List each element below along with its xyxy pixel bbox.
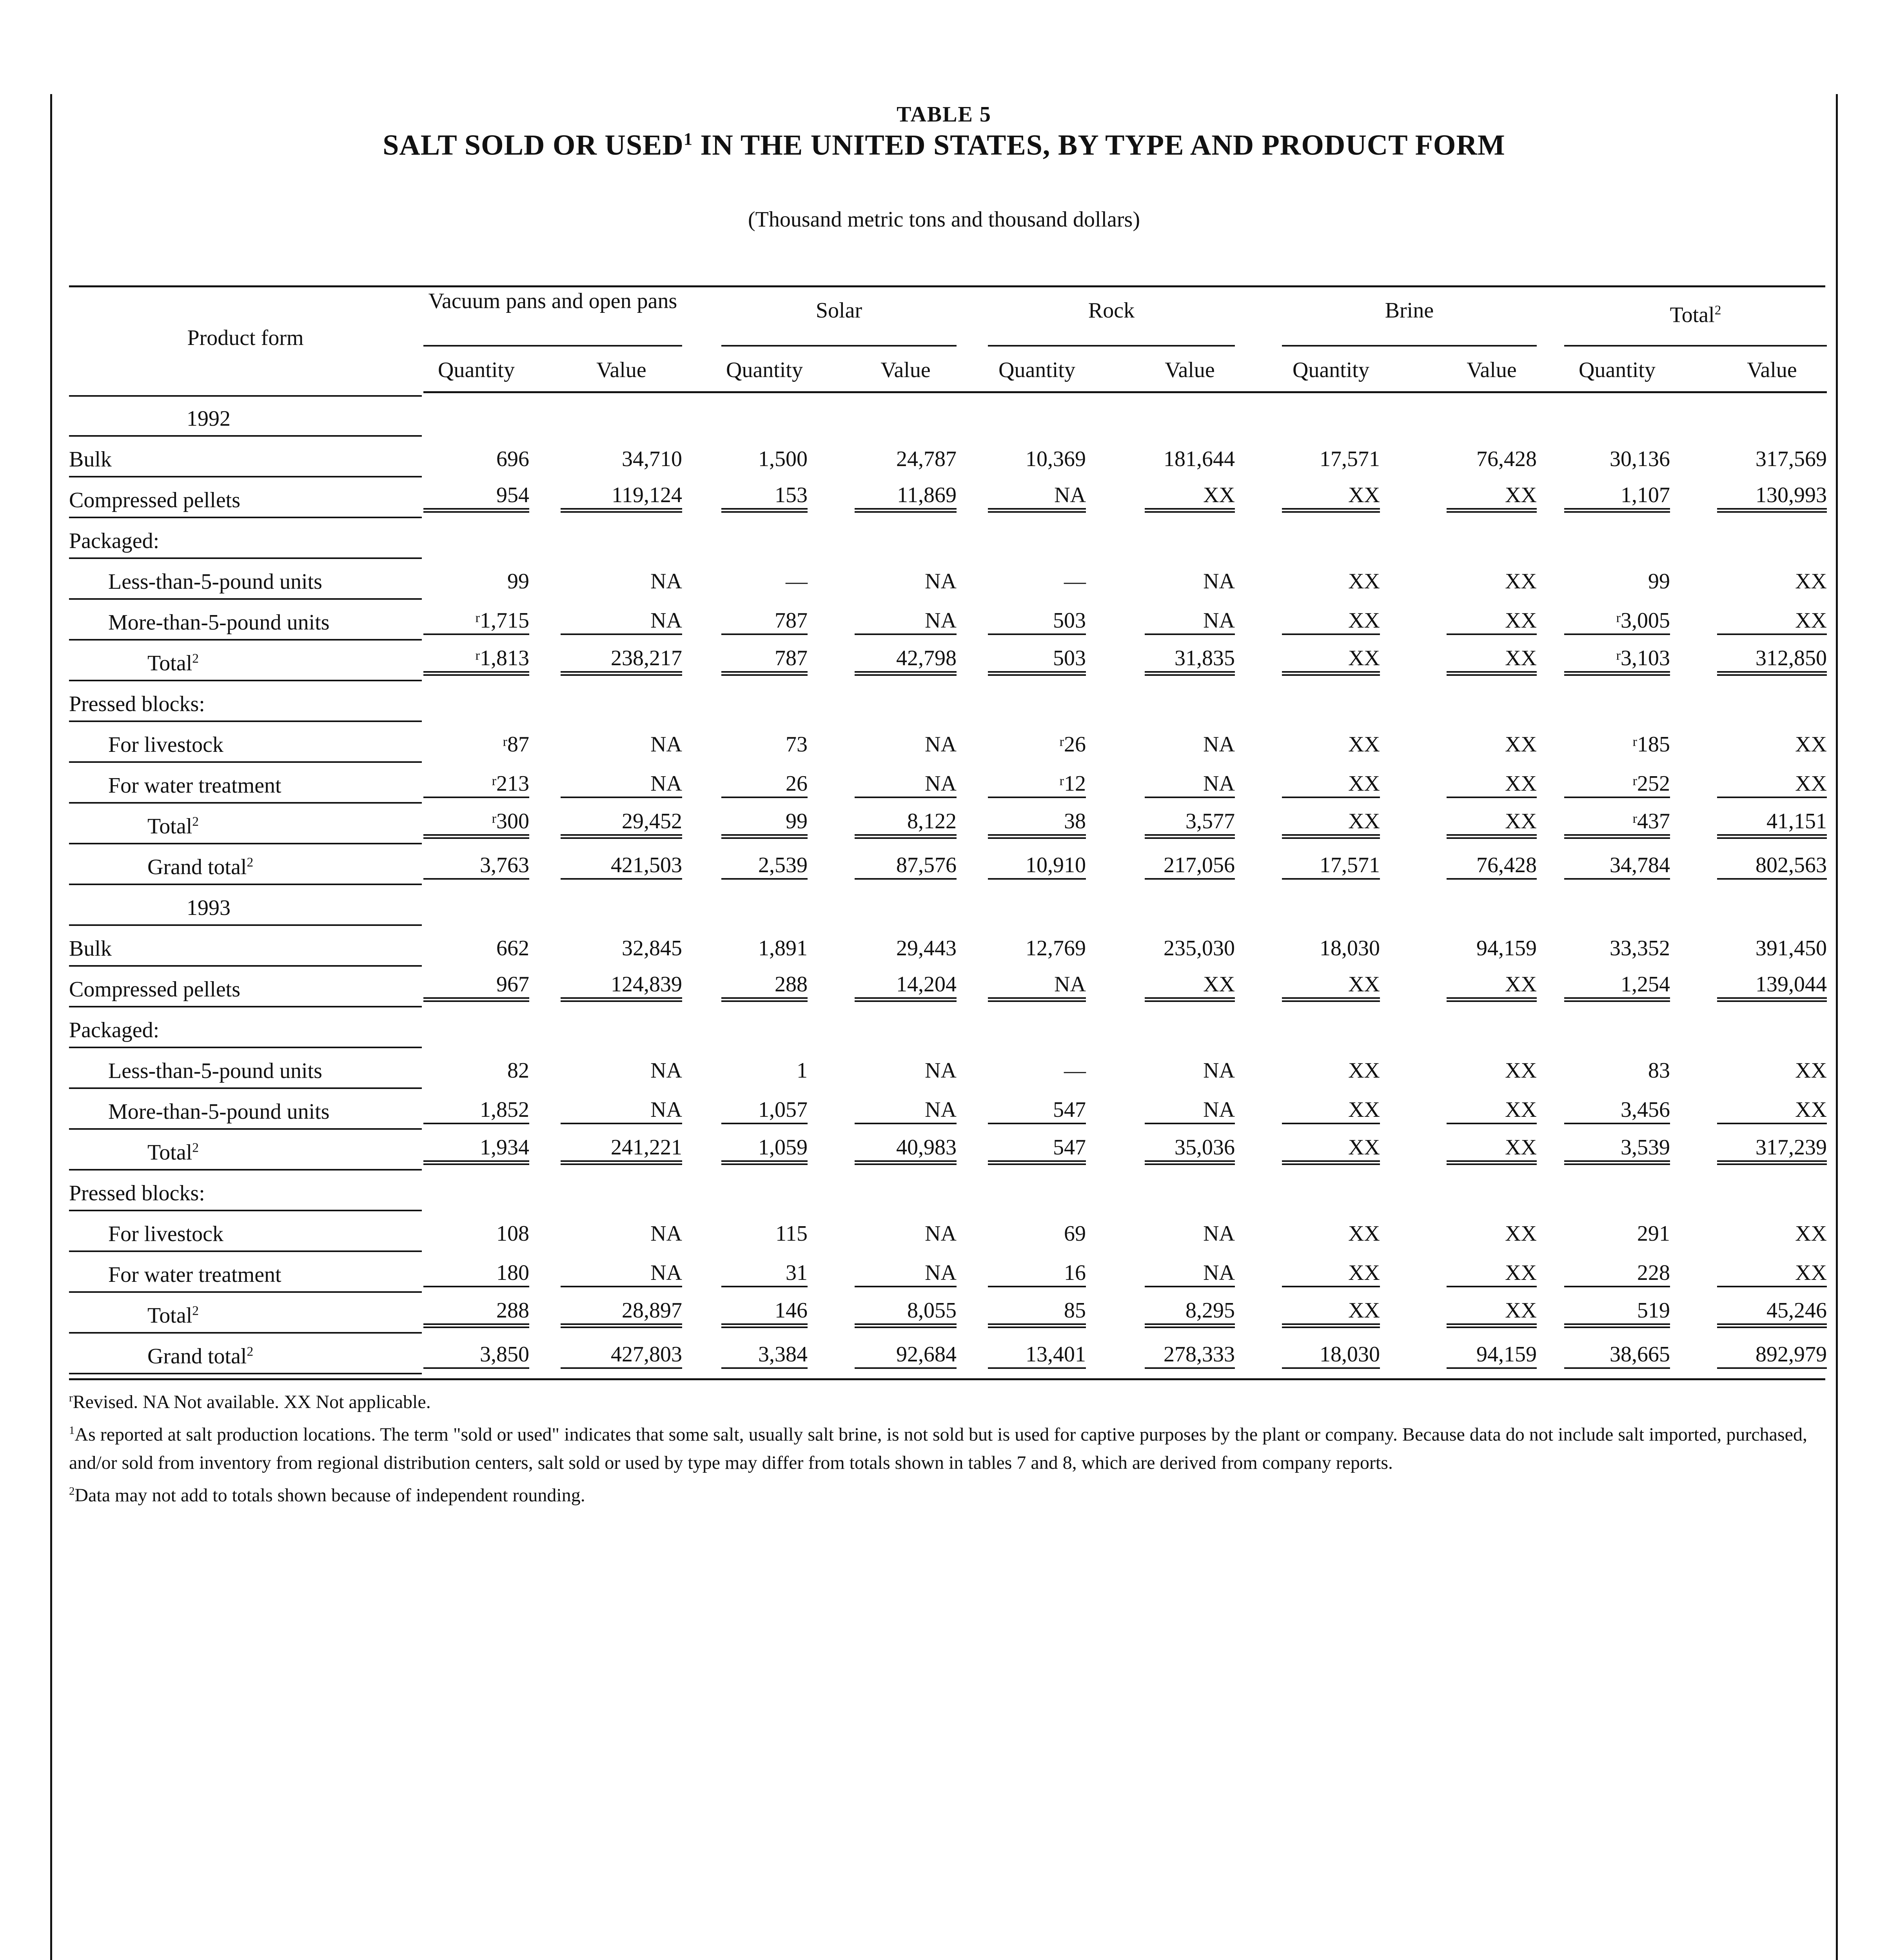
revised-mark: r xyxy=(1632,735,1637,749)
table-label: TABLE 5 xyxy=(897,102,991,127)
table-cell: 696 xyxy=(496,447,529,471)
table-cell: $^r$26 xyxy=(1059,732,1086,757)
table-cell: XX xyxy=(1282,1097,1380,1124)
table-cell: 99 xyxy=(1648,569,1670,593)
row-label: Bulk xyxy=(69,447,112,472)
table-cell: XX xyxy=(1447,1260,1537,1287)
table-cell: XX xyxy=(1505,569,1537,593)
table-cell: 32,845 xyxy=(622,936,682,960)
table-row xyxy=(69,967,1825,1007)
table-cell: NA xyxy=(988,482,1086,513)
table-row xyxy=(69,1007,1825,1048)
table-cell: 181,644 xyxy=(1164,447,1235,471)
table-cell: XX xyxy=(1145,971,1235,1002)
table-cell: 76,428 xyxy=(1447,852,1537,880)
table-cell: 1,254 xyxy=(1564,971,1670,1002)
table-cell: 317,239 xyxy=(1717,1134,1827,1165)
table-row xyxy=(69,1089,1825,1130)
table-cell: XX xyxy=(1795,1221,1827,1246)
table-cell: XX xyxy=(1447,1097,1537,1124)
table-cell: 8,295 xyxy=(1145,1298,1235,1328)
table-cell: $^r$87 xyxy=(503,732,529,757)
table-cell: 11,869 xyxy=(855,482,957,513)
table-cell: $^r$252 xyxy=(1564,771,1670,798)
table-cell: XX xyxy=(1282,1260,1380,1287)
row-label: Less-than-5-pound units xyxy=(108,1059,322,1083)
table-cell: 139,044 xyxy=(1717,971,1827,1002)
table-cell: 291 xyxy=(1637,1221,1670,1246)
column-group-rock: Rock xyxy=(1088,298,1135,323)
table-cell: XX xyxy=(1348,1058,1380,1083)
column-group-total: Total$^2$ xyxy=(1670,303,1721,327)
table-cell: 124,839 xyxy=(561,971,682,1002)
table-cell: XX xyxy=(1282,971,1380,1002)
row-label: For livestock xyxy=(108,1222,223,1246)
table-cell: — xyxy=(1064,569,1086,593)
revised-mark: r xyxy=(1616,648,1621,663)
table-cell: 1,500 xyxy=(758,447,808,471)
table-cell: NA xyxy=(925,569,957,593)
table-cell: XX xyxy=(1348,569,1380,593)
table-cell: 115 xyxy=(775,1221,808,1246)
table-cell: 76,428 xyxy=(1476,447,1537,471)
table-row xyxy=(69,559,1825,600)
table-cell: NA xyxy=(1145,771,1235,798)
table-row xyxy=(69,396,1825,437)
table-row xyxy=(69,926,1825,967)
table-cell: $^r$3,005 xyxy=(1564,608,1670,635)
subheader-value: Value xyxy=(596,358,646,382)
table-cell: 14,204 xyxy=(855,971,957,1002)
table-cell: 85 xyxy=(988,1298,1086,1328)
table-cell: 69 xyxy=(1064,1221,1086,1246)
table-cell: 421,503 xyxy=(561,852,682,880)
table-cell: 787 xyxy=(721,645,808,676)
subheader-quantity: Quantity xyxy=(1579,358,1656,382)
table-cell: 312,850 xyxy=(1717,645,1827,676)
table-cell: 217,056 xyxy=(1145,852,1235,880)
row-label: Total$^2$ xyxy=(147,1303,199,1328)
table-cell: 34,784 xyxy=(1564,852,1670,880)
table-cell: 519 xyxy=(1564,1298,1670,1328)
table-cell: 427,803 xyxy=(561,1341,682,1369)
revised-mark: r xyxy=(492,811,496,826)
table-cell: XX xyxy=(1795,732,1827,757)
table-cell: XX xyxy=(1447,1134,1537,1165)
table-cell: 547 xyxy=(988,1134,1086,1165)
table-cell: XX xyxy=(1282,1134,1380,1165)
revised-mark: r xyxy=(1059,735,1064,749)
table-cell: $^r$12 xyxy=(988,771,1086,798)
table-cell: NA xyxy=(925,732,957,757)
table-cell: 802,563 xyxy=(1717,852,1827,880)
subheader-value: Value xyxy=(1467,358,1517,382)
table-cell: 3,384 xyxy=(721,1341,808,1369)
table-cell: 34,710 xyxy=(622,447,682,471)
page-left-rule xyxy=(50,94,52,1960)
table-row xyxy=(69,1171,1825,1211)
table-cell: 10,369 xyxy=(1026,447,1086,471)
table-cell: 31,835 xyxy=(1145,645,1235,676)
table-cell: NA xyxy=(925,1221,957,1246)
table-cell: $^r$437 xyxy=(1564,808,1670,839)
table-cell: 1,057 xyxy=(721,1097,808,1124)
table-cell: NA xyxy=(650,569,682,593)
table-cell: 2,539 xyxy=(721,852,808,880)
column-group-rule xyxy=(988,345,1235,347)
table-top-rule xyxy=(69,285,1825,287)
subheader-quantity: Quantity xyxy=(1293,358,1369,382)
table-cell: 146 xyxy=(721,1298,808,1328)
table-cell: XX xyxy=(1282,645,1380,676)
row-label: For livestock xyxy=(108,733,223,757)
table-cell: XX xyxy=(1282,482,1380,513)
row-label: Grand total$^2$ xyxy=(147,1344,254,1368)
row-label: Total$^2$ xyxy=(147,1140,199,1165)
table-cell: 18,030 xyxy=(1282,1341,1380,1369)
table-row xyxy=(69,600,1825,641)
table-cell: NA xyxy=(1203,569,1235,593)
table-cell: NA xyxy=(1203,1221,1235,1246)
table-cell: XX xyxy=(1717,771,1827,798)
row-label: Packaged: xyxy=(69,529,160,553)
table-cell: NA xyxy=(1145,608,1235,635)
column-group-rule xyxy=(423,345,682,347)
table-cell: 29,452 xyxy=(561,808,682,839)
row-label-rule xyxy=(69,1373,422,1374)
table-cell: NA xyxy=(561,771,682,798)
table-cell: XX xyxy=(1447,971,1537,1002)
table-cell: 99 xyxy=(507,569,529,593)
subheader-value: Value xyxy=(1165,358,1215,382)
table-cell: 1,891 xyxy=(758,936,808,960)
subheader-value: Value xyxy=(1747,358,1797,382)
table-cell: $^r$1,715 xyxy=(423,608,529,635)
table-title: SALT SOLD OR USED$^1$ IN THE UNITED STATES, BY TYPE AND PRODUCT FORM xyxy=(383,129,1505,162)
revised-mark: r xyxy=(1632,774,1637,788)
table-cell: 1 xyxy=(797,1058,808,1083)
column-group-brine: Brine xyxy=(1385,298,1434,323)
table-cell: XX xyxy=(1795,1058,1827,1083)
table-cell: 1,934 xyxy=(423,1134,529,1165)
table-cell: 87,576 xyxy=(855,852,957,880)
row-label: More-than-5-pound units xyxy=(108,1100,330,1124)
table-cell: $^r$300 xyxy=(423,808,529,839)
table-cell: 130,993 xyxy=(1717,482,1827,513)
table-cell: XX xyxy=(1282,1298,1380,1328)
table-cell: NA xyxy=(561,1260,682,1287)
table-cell: NA xyxy=(988,971,1086,1002)
table-cell: XX xyxy=(1447,771,1537,798)
table-cell: XX xyxy=(1505,1058,1537,1083)
revised-mark: r xyxy=(1059,774,1064,788)
table-row xyxy=(69,437,1825,477)
table-cell: 29,443 xyxy=(896,936,957,960)
revised-mark: r xyxy=(1632,811,1637,826)
table-row xyxy=(69,844,1825,885)
table-bottom-rule xyxy=(69,1378,1825,1380)
table-cell: 235,030 xyxy=(1164,936,1235,960)
table-row xyxy=(69,1048,1825,1089)
row-label: For water treatment xyxy=(108,1263,281,1287)
table-cell: XX xyxy=(1447,1298,1537,1328)
row-label: Grand total$^2$ xyxy=(147,855,254,879)
table-cell: 278,333 xyxy=(1145,1341,1235,1369)
table-cell: 954 xyxy=(423,482,529,513)
table-cell: 238,217 xyxy=(561,645,682,676)
table-row xyxy=(69,885,1825,926)
table-cell: NA xyxy=(855,1097,957,1124)
table-cell: 42,798 xyxy=(855,645,957,676)
row-label: Packaged: xyxy=(69,1018,160,1042)
row-label: Bulk xyxy=(69,936,112,961)
column-group-solar: Solar xyxy=(815,298,862,323)
table-cell: 40,983 xyxy=(855,1134,957,1165)
table-cell: 892,979 xyxy=(1717,1341,1827,1369)
table-cell: 1,852 xyxy=(423,1097,529,1124)
table-row xyxy=(69,722,1825,763)
table-cell: 45,246 xyxy=(1717,1298,1827,1328)
table-row xyxy=(69,681,1825,722)
table-cell: — xyxy=(1064,1058,1086,1083)
footnote-1: $^1$As reported at salt production locations. The term "sold or used" indicates that some salt, usually salt brine, is not sold but is used for captive purposes by the plant or company. Because data do not include salt imported, purchased, and/or sold from inventory from regional distribution centers, salt sold or used by type may differ from totals shown in tables 7 and 8, which are derived from company reports. xyxy=(69,1424,1807,1473)
table-cell: XX xyxy=(1282,771,1380,798)
table-cell: 119,124 xyxy=(561,482,682,513)
table-cell: XX xyxy=(1447,808,1537,839)
revised-mark: r xyxy=(492,774,496,788)
table-cell: 94,159 xyxy=(1476,936,1537,960)
table-cell: NA xyxy=(855,608,957,635)
table-cell: XX xyxy=(1505,1221,1537,1246)
table-cell: XX xyxy=(1447,645,1537,676)
row-label: Compressed pellets xyxy=(69,488,241,512)
revised-mark: r xyxy=(1616,611,1621,625)
table-cell: 38 xyxy=(988,808,1086,839)
table-cell: NA xyxy=(650,1058,682,1083)
table-row xyxy=(69,477,1825,518)
table-cell: XX xyxy=(1145,482,1235,513)
table-cell: 38,665 xyxy=(1564,1341,1670,1369)
table-cell: $^r$185 xyxy=(1632,732,1670,757)
table-cell: NA xyxy=(1145,1260,1235,1287)
table-cell: 92,684 xyxy=(855,1341,957,1369)
table-cell: 228 xyxy=(1564,1260,1670,1287)
table-cell: $^r$3,103 xyxy=(1564,645,1670,676)
table-cell: NA xyxy=(650,1221,682,1246)
table-cell: 241,221 xyxy=(561,1134,682,1165)
table-cell: 18,030 xyxy=(1320,936,1380,960)
table-cell: 3,456 xyxy=(1564,1097,1670,1124)
table-cell: XX xyxy=(1447,482,1537,513)
table-cell: NA xyxy=(925,1058,957,1083)
table-cell: XX xyxy=(1717,608,1827,635)
column-group-vacuum-pans-and-open-pans: Vacuum pans and open pans xyxy=(428,289,677,313)
table-cell: 180 xyxy=(423,1260,529,1287)
table-cell: — xyxy=(786,569,808,593)
table-cell: 41,151 xyxy=(1717,808,1827,839)
table-cell: NA xyxy=(561,1097,682,1124)
table-cell: 967 xyxy=(423,971,529,1002)
table-cell: 503 xyxy=(988,608,1086,635)
table-cell: XX xyxy=(1717,1260,1827,1287)
year-label: 1992 xyxy=(187,407,231,431)
table-cell: XX xyxy=(1282,608,1380,635)
table-cell: XX xyxy=(1505,732,1537,757)
table-cell: 547 xyxy=(988,1097,1086,1124)
table-cell: 8,122 xyxy=(855,808,957,839)
table-cell: 16 xyxy=(988,1260,1086,1287)
table-cell: 288 xyxy=(721,971,808,1002)
table-cell: XX xyxy=(1447,608,1537,635)
table-cell: 28,897 xyxy=(561,1298,682,1328)
row-label: Pressed blocks: xyxy=(69,1181,205,1205)
table-cell: XX xyxy=(1282,808,1380,839)
table-cell: 108 xyxy=(496,1221,529,1246)
table-row xyxy=(69,1211,1825,1252)
table-cell: 12,769 xyxy=(1026,936,1086,960)
table-cell: 13,401 xyxy=(988,1341,1086,1369)
table-cell: 288 xyxy=(423,1298,529,1328)
table-cell: 17,571 xyxy=(1282,852,1380,880)
subheader-quantity: Quantity xyxy=(998,358,1075,382)
table-units: (Thousand metric tons and thousand dollars) xyxy=(748,207,1140,232)
table-cell: $^r$213 xyxy=(423,771,529,798)
table-row xyxy=(69,518,1825,559)
table-cell: 3,577 xyxy=(1145,808,1235,839)
row-label: Total$^2$ xyxy=(147,651,199,675)
table-cell: 3,763 xyxy=(423,852,529,880)
table-cell: 26 xyxy=(721,771,808,798)
table-cell: 99 xyxy=(721,808,808,839)
row-label: Total$^2$ xyxy=(147,814,199,838)
table-cell: 10,910 xyxy=(988,852,1086,880)
row-label: Compressed pellets xyxy=(69,977,241,1002)
table-cell: 787 xyxy=(721,608,808,635)
footnote-2: $^2$Data may not add to totals shown because of independent rounding. xyxy=(69,1485,585,1506)
column-group-rule xyxy=(1564,345,1827,347)
table-cell: NA xyxy=(1203,1058,1235,1083)
table-cell: XX xyxy=(1348,1221,1380,1246)
table-cell: 503 xyxy=(988,645,1086,676)
table-cell: 83 xyxy=(1648,1058,1670,1083)
table-row xyxy=(69,641,1825,681)
table-cell: NA xyxy=(855,1260,957,1287)
table-cell: XX xyxy=(1348,732,1380,757)
table-cell: 73 xyxy=(786,732,808,757)
table-cell: NA xyxy=(1145,1097,1235,1124)
footnotes xyxy=(69,1384,1825,1510)
table-cell: 30,136 xyxy=(1610,447,1670,471)
column-group-rule xyxy=(721,345,957,347)
table-row xyxy=(69,804,1825,844)
footnote-revised: $^r$Revised. NA Not available. XX Not applicable. xyxy=(69,1392,431,1412)
row-label: Less-than-5-pound units xyxy=(108,570,322,594)
table-cell: NA xyxy=(1203,732,1235,757)
table-cell: 33,352 xyxy=(1610,936,1670,960)
table-cell: NA xyxy=(650,732,682,757)
table-cell: NA xyxy=(561,608,682,635)
subheader-rule xyxy=(423,391,1827,393)
table-cell: 153 xyxy=(721,482,808,513)
row-label: More-than-5-pound units xyxy=(108,610,330,635)
table-row xyxy=(69,1252,1825,1293)
column-group-rule xyxy=(1282,345,1537,347)
table-cell: 17,571 xyxy=(1320,447,1380,471)
table-cell: 317,569 xyxy=(1755,447,1827,471)
table-cell: XX xyxy=(1717,1097,1827,1124)
table-cell: NA xyxy=(855,771,957,798)
table-cell: 94,159 xyxy=(1447,1341,1537,1369)
year-label: 1993 xyxy=(187,896,231,920)
revised-mark: r xyxy=(503,735,507,749)
table-cell: 24,787 xyxy=(896,447,957,471)
table-row xyxy=(69,1334,1825,1374)
table-cell: 1,107 xyxy=(1564,482,1670,513)
table-cell: 3,850 xyxy=(423,1341,529,1369)
table-row xyxy=(69,763,1825,804)
table-cell: 391,450 xyxy=(1755,936,1827,960)
table-cell: XX xyxy=(1795,569,1827,593)
product-form-header: Product form xyxy=(187,326,304,350)
table-row xyxy=(69,1130,1825,1171)
revised-mark: r xyxy=(475,611,480,625)
table-cell: 82 xyxy=(507,1058,529,1083)
table-cell: 1,059 xyxy=(721,1134,808,1165)
row-label: For water treatment xyxy=(108,773,281,798)
table-cell: 3,539 xyxy=(1564,1134,1670,1165)
table-cell: 8,055 xyxy=(855,1298,957,1328)
subheader-quantity: Quantity xyxy=(726,358,803,382)
row-label: Pressed blocks: xyxy=(69,692,205,716)
table-cell: 31 xyxy=(721,1260,808,1287)
table-row xyxy=(69,1293,1825,1334)
subheader-quantity: Quantity xyxy=(438,358,515,382)
table-cell: 662 xyxy=(496,936,529,960)
subheader-value: Value xyxy=(880,358,931,382)
table-cell: 35,036 xyxy=(1145,1134,1235,1165)
table-cell: $^r$1,813 xyxy=(423,645,529,676)
revised-mark: r xyxy=(475,648,480,663)
